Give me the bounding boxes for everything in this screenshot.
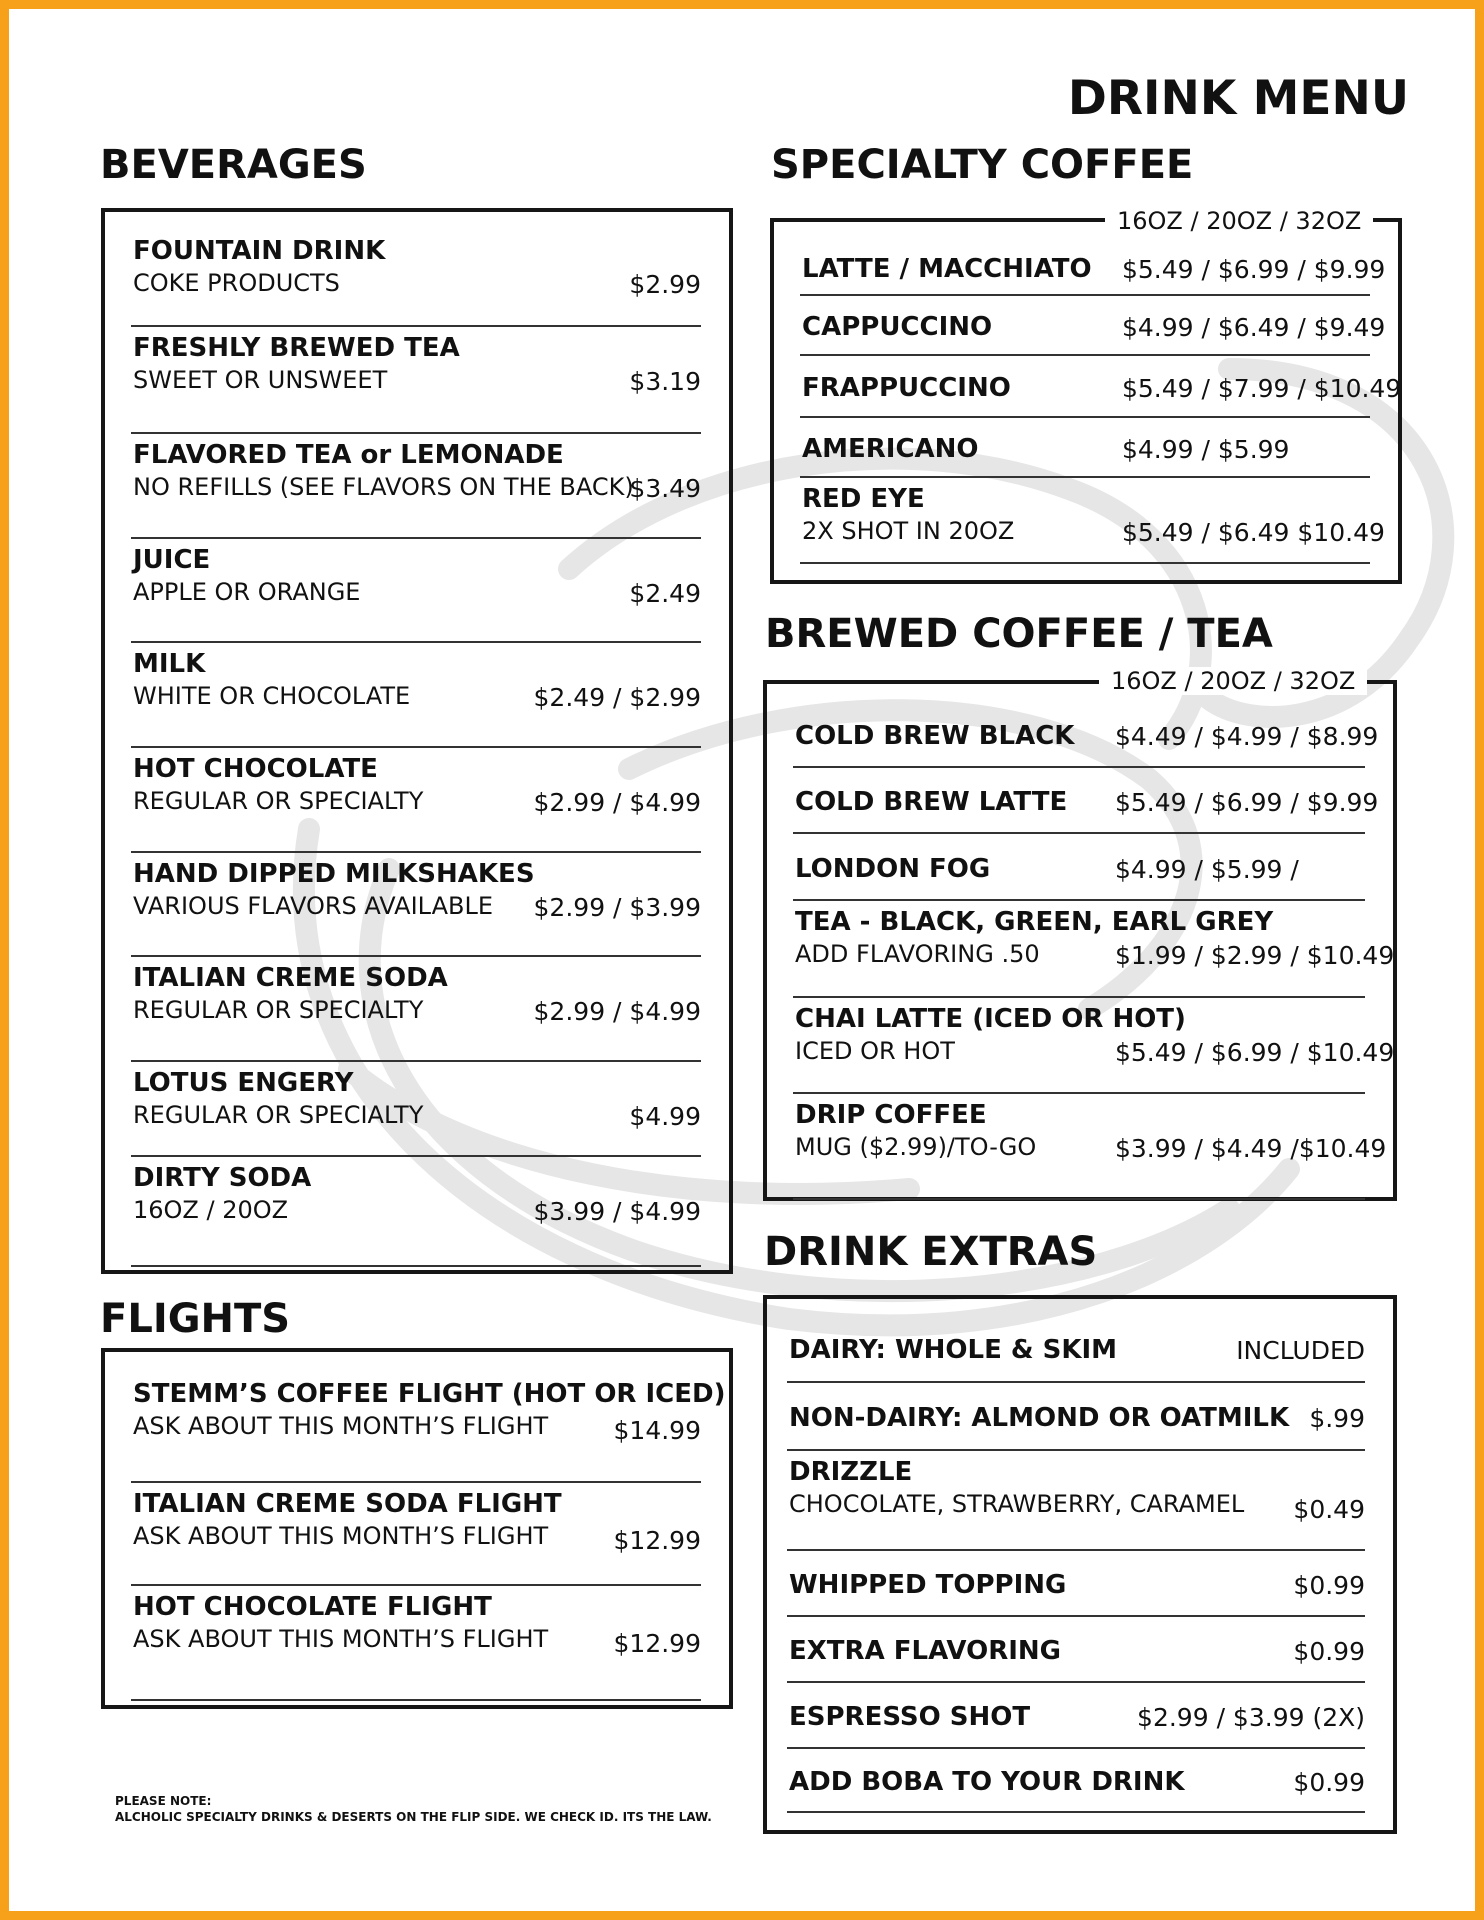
flights-item-name: ITALIAN CREME SODA FLIGHT	[133, 1489, 562, 1519]
extras-item	[787, 1755, 1365, 1813]
flights-item	[131, 1592, 701, 1701]
brewed-coffee-box	[763, 680, 1397, 1201]
extras-item	[787, 1557, 1365, 1617]
specialty-item-price: $4.99 / $6.49 / $9.49	[1122, 313, 1386, 342]
specialty-item	[800, 302, 1386, 356]
beverages-item-price: $2.99 / $3.99	[533, 893, 701, 922]
menu-title: DRINK MENU	[1067, 71, 1409, 126]
specialty-item-price: $4.99 / $5.99	[1122, 435, 1290, 464]
flights-item-name: STEMM’S COFFEE FLIGHT (HOT OR ICED)	[133, 1379, 726, 1409]
brewed-item-price: $3.99 / $4.49 /$10.49	[1115, 1134, 1387, 1163]
beverages-item	[131, 649, 701, 748]
specialty-item	[800, 484, 1385, 564]
flights-item-description: ASK ABOUT THIS MONTH’S FLIGHT	[133, 1522, 549, 1550]
brewed-coffee-heading: BREWED COFFEE / TEA	[765, 611, 1273, 657]
extras-item-price: $0.99	[1293, 1571, 1365, 1600]
brewed-sizes-label: 16OZ / 20OZ / 32OZ	[1099, 667, 1367, 695]
extras-item-price: $0.49	[1293, 1495, 1365, 1524]
brewed-item-price: $4.49 / $4.99 / $8.99	[1115, 722, 1379, 751]
beverages-item	[131, 236, 701, 327]
flights-item-price: $12.99	[613, 1526, 701, 1555]
beverages-item-name: DIRTY SODA	[133, 1163, 312, 1193]
beverages-item-description: 16OZ / 20OZ	[133, 1196, 289, 1224]
brewed-item-name: LONDON FOG	[795, 854, 991, 884]
brewed-item-description: ADD FLAVORING .50	[795, 940, 1040, 968]
extras-item-price: $0.99	[1293, 1768, 1365, 1797]
extras-item-price: INCLUDED	[1236, 1336, 1365, 1365]
brewed-item-price: $5.49 / $6.99 / $10.49	[1115, 1038, 1395, 1067]
beverages-item-name: MILK	[133, 649, 206, 679]
flights-item-description: ASK ABOUT THIS MONTH’S FLIGHT	[133, 1625, 549, 1653]
beverages-heading: BEVERAGES	[100, 142, 367, 188]
note-heading: PLEASE NOTE:	[115, 1794, 212, 1808]
flights-box	[101, 1348, 733, 1709]
beverages-item-price: $2.99 / $4.99	[533, 997, 701, 1026]
beverages-item-description: WHITE OR CHOCOLATE	[133, 682, 411, 710]
beverages-item-price: $3.49	[629, 474, 701, 503]
brewed-item-price: $1.99 / $2.99 / $10.49	[1115, 941, 1395, 970]
extras-item-price: $0.99	[1293, 1637, 1365, 1666]
beverages-item-description: REGULAR OR SPECIALTY	[133, 1101, 424, 1129]
extras-item-price: $.99	[1309, 1404, 1365, 1433]
extras-item	[787, 1457, 1365, 1551]
specialty-item	[800, 424, 1370, 478]
brewed-item-description: MUG ($2.99)/TO-GO	[795, 1133, 1037, 1161]
flights-item	[131, 1379, 726, 1483]
brewed-item-name: CHAI LATTE (ICED OR HOT)	[795, 1004, 1186, 1034]
beverages-item-name: JUICE	[133, 545, 211, 575]
beverages-item-description: REGULAR OR SPECIALTY	[133, 996, 424, 1024]
extras-item	[787, 1689, 1365, 1749]
brewed-item	[793, 1004, 1395, 1094]
beverages-item-price: $3.99 / $4.99	[533, 1197, 701, 1226]
specialty-item-price: $5.49 / $7.99 / $10.49	[1122, 374, 1402, 403]
specialty-item-name: RED EYE	[802, 484, 925, 514]
beverages-item-name: FLAVORED TEA or LEMONADE	[133, 440, 564, 470]
beverages-item-description: SWEET OR UNSWEET	[133, 366, 388, 394]
extras-item	[787, 1321, 1365, 1383]
extras-item-name: DRIZZLE	[789, 1457, 913, 1487]
brewed-item-name: COLD BREW BLACK	[795, 721, 1075, 751]
beverages-item	[131, 545, 701, 643]
flights-item-price: $14.99	[613, 1416, 701, 1445]
brewed-item	[793, 774, 1379, 834]
beverages-item-name: ITALIAN CREME SODA	[133, 963, 448, 993]
beverages-item-description: COKE PRODUCTS	[133, 269, 340, 297]
beverages-item-price: $4.99	[629, 1102, 701, 1131]
beverages-item-description: NO REFILLS (SEE FLAVORS ON THE BACK)	[133, 473, 634, 501]
flights-item-description: ASK ABOUT THIS MONTH’S FLIGHT	[133, 1412, 549, 1440]
specialty-item	[800, 246, 1386, 296]
beverages-item-name: HAND DIPPED MILKSHAKES	[133, 859, 535, 889]
specialty-item-description: 2X SHOT IN 20OZ	[802, 517, 1015, 545]
beverages-item	[131, 859, 701, 957]
extras-item-name: ADD BOBA TO YOUR DRINK	[789, 1767, 1185, 1797]
specialty-coffee-box	[770, 218, 1402, 584]
beverages-item	[131, 333, 701, 434]
beverages-item-description: REGULAR OR SPECIALTY	[133, 787, 424, 815]
flights-item-name: HOT CHOCOLATE FLIGHT	[133, 1592, 492, 1622]
beverages-item	[131, 440, 701, 539]
extras-item-price: $2.99 / $3.99 (2X)	[1137, 1703, 1365, 1732]
beverages-item-price: $2.99	[629, 270, 701, 299]
flights-item-price: $12.99	[613, 1629, 701, 1658]
beverages-item-price: $2.49	[629, 579, 701, 608]
extras-item	[787, 1623, 1365, 1683]
beverages-item-price: $2.99 / $4.99	[533, 788, 701, 817]
specialty-item-price: $5.49 / $6.99 / $9.99	[1122, 255, 1386, 284]
extras-item	[787, 1389, 1365, 1451]
beverages-item-description: APPLE OR ORANGE	[133, 578, 361, 606]
extras-item-name: EXTRA FLAVORING	[789, 1636, 1061, 1666]
note-text: ALCHOLIC SPECIALTY DRINKS & DESERTS ON THE FLIP SIDE. WE CHECK ID. ITS THE LAW.	[115, 1810, 712, 1824]
brewed-item	[793, 708, 1379, 768]
brewed-item-name: COLD BREW LATTE	[795, 787, 1068, 817]
specialty-item-name: CAPPUCCINO	[802, 312, 993, 342]
flights-heading: FLIGHTS	[100, 1296, 291, 1342]
extras-item-name: NON-DAIRY: ALMOND OR OATMILK	[789, 1403, 1290, 1433]
beverages-item-price: $3.19	[629, 367, 701, 396]
extras-item-description: CHOCOLATE, STRAWBERRY, CARAMEL	[789, 1490, 1245, 1518]
beverages-item-name: HOT CHOCOLATE	[133, 754, 378, 784]
beverages-item-name: FOUNTAIN DRINK	[133, 236, 386, 266]
brewed-item-price: $4.99 / $5.99 /	[1115, 855, 1299, 884]
specialty-item-price: $5.49 / $6.49 $10.49	[1122, 518, 1385, 547]
beverages-item-name: LOTUS ENGERY	[133, 1068, 354, 1098]
please-note	[115, 1793, 712, 1825]
beverages-item-price: $2.49 / $2.99	[533, 683, 701, 712]
specialty-coffee-heading: SPECIALTY COFFEE	[771, 142, 1194, 188]
beverages-item-description: VARIOUS FLAVORS AVAILABLE	[133, 892, 494, 920]
brewed-item-description: ICED OR HOT	[795, 1037, 955, 1065]
specialty-sizes-label: 16OZ / 20OZ / 32OZ	[1105, 207, 1373, 235]
beverages-item	[131, 963, 701, 1062]
beverages-box	[101, 208, 733, 1274]
extras-item-name: DAIRY: WHOLE & SKIM	[789, 1335, 1118, 1365]
brewed-item	[793, 1100, 1387, 1200]
beverages-item-name: FRESHLY BREWED TEA	[133, 333, 460, 363]
beverages-item	[131, 1068, 701, 1157]
brewed-item-name: TEA - BLACK, GREEN, EARL GREY	[795, 907, 1274, 937]
extras-item-name: WHIPPED TOPPING	[789, 1570, 1067, 1600]
drink-extras-heading: DRINK EXTRAS	[764, 1229, 1098, 1275]
drink-extras-box	[763, 1295, 1397, 1834]
beverages-item	[131, 754, 701, 853]
brewed-item	[793, 840, 1365, 901]
brewed-item	[793, 907, 1395, 998]
brewed-item-name: DRIP COFFEE	[795, 1100, 987, 1130]
specialty-item-name: AMERICANO	[802, 434, 979, 464]
brewed-item-price: $5.49 / $6.99 / $9.99	[1115, 788, 1379, 817]
specialty-item-name: LATTE / MACCHIATO	[802, 254, 1092, 284]
beverages-item	[131, 1163, 701, 1267]
flights-item	[131, 1489, 701, 1586]
specialty-item-name: FRAPPUCCINO	[802, 373, 1011, 403]
extras-item-name: ESPRESSO SHOT	[789, 1702, 1031, 1732]
specialty-item	[800, 362, 1402, 418]
